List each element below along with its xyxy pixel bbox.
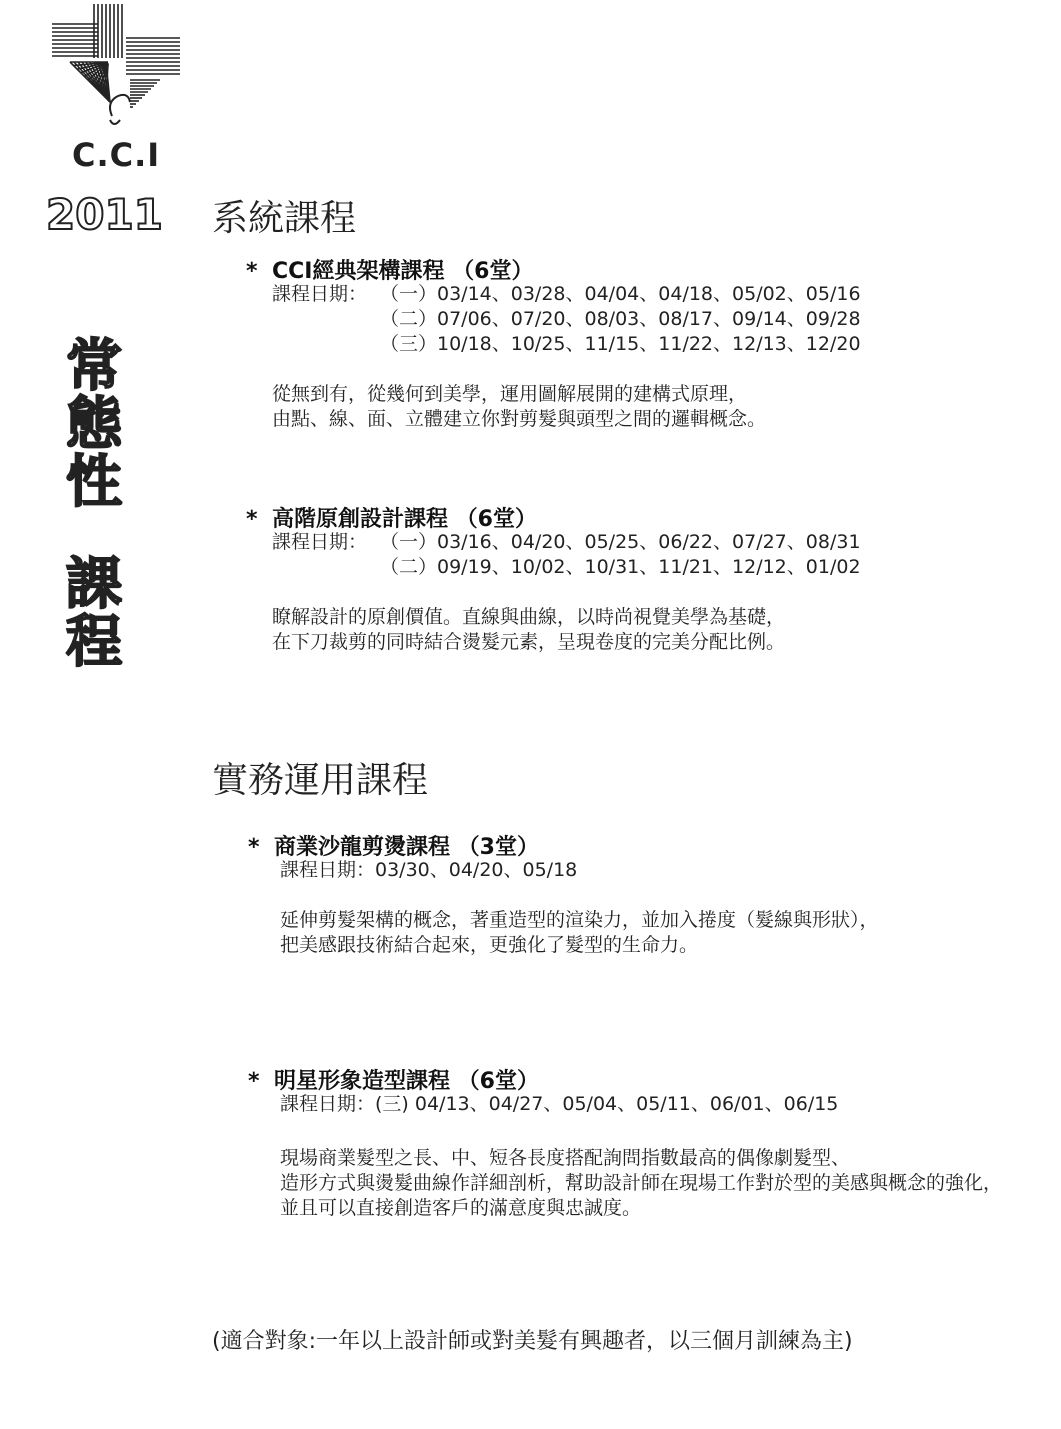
course-description: 從無到有，從幾何到美學，運用圖解展開的建構式原理， — [272, 383, 748, 405]
vertical-char: 性 — [66, 450, 122, 515]
course-description: 在下刀裁剪的同時結合燙髮元素，呈現卷度的完美分配比例。 — [272, 631, 786, 653]
cci-logo-icon — [50, 2, 182, 134]
date-label: 課程日期： — [272, 531, 368, 553]
vertical-char: 態 — [66, 392, 122, 457]
course-title-text: 高階原創設計課程 （6堂） — [272, 507, 537, 532]
date-line: （三）10/18、10/25、11/15、11/22、12/13、12/20 — [380, 333, 861, 355]
target-audience-note: (適合對象:一年以上設計師或對美髮有興趣者，以三個月訓練為主) — [212, 1329, 853, 1354]
course-description: 現場商業髮型之長、中、短各長度搭配詢問指數最高的偶像劇髮型、 — [280, 1147, 851, 1169]
bullet-star: * — [246, 507, 258, 532]
brand-name: C.C.I — [72, 136, 161, 174]
course-title-star-image — [248, 1064, 539, 1095]
course-title-text: 商業沙龍剪燙課程 （3堂） — [274, 835, 539, 860]
course-title-advanced-design — [246, 502, 537, 533]
bullet-star: * — [248, 1069, 260, 1094]
vertical-char: 課 — [66, 552, 122, 617]
course-description: 延伸剪髮架構的概念，著重造型的渲染力，並加入捲度（髮線與形狀）， — [280, 909, 879, 931]
course-description: 並且可以直接創造客戶的滿意度與忠誠度。 — [280, 1197, 642, 1219]
date-line: （二）07/06、07/20、08/03、08/17、09/14、09/28 — [380, 308, 861, 330]
date-line: （二）09/19、10/02、10/31、11/21、12/12、01/02 — [380, 556, 861, 578]
date-label: 課程日期： — [272, 283, 368, 305]
course-title-text: 明星形象造型課程 （6堂） — [274, 1069, 539, 1094]
course-description: 瞭解設計的原創價值。直線與曲線，以時尚視覺美學為基礎， — [272, 606, 786, 628]
course-title-cci-classic — [246, 254, 533, 285]
course-description: 把美感跟技術結合起來，更強化了髮型的生命力。 — [280, 934, 699, 956]
vertical-title-regular — [62, 334, 126, 515]
section-title-system: 系統課程 — [212, 198, 357, 239]
date-line: 課程日期：(三) 04/13、04/27、05/04、05/11、06/01、06/15 — [280, 1093, 839, 1115]
bullet-star: * — [248, 835, 260, 860]
course-title-salon-cut-perm — [248, 830, 539, 861]
date-line: 課程日期：03/30、04/20、05/18 — [280, 859, 578, 881]
vertical-char: 程 — [66, 610, 122, 675]
bullet-star: * — [246, 259, 258, 284]
course-description: 由點、線、面、立體建立你對剪髮與頭型之間的邏輯概念。 — [272, 408, 767, 430]
section-title-practical: 實務運用課程 — [212, 760, 429, 801]
date-line: （一）03/14、03/28、04/04、04/18、05/02、05/16 — [380, 283, 861, 305]
date-line: （一）03/16、04/20、05/25、06/22、07/27、08/31 — [380, 531, 861, 553]
course-description: 造形方式與燙髮曲線作詳細剖析，幫助設計師在現場工作對於型的美感與概念的強化， — [280, 1172, 1003, 1194]
year-label: 2011 — [46, 190, 163, 239]
vertical-title-course — [62, 552, 126, 675]
vertical-char: 常 — [66, 334, 122, 399]
course-title-text: CCI經典架構課程 （6堂） — [272, 259, 534, 284]
